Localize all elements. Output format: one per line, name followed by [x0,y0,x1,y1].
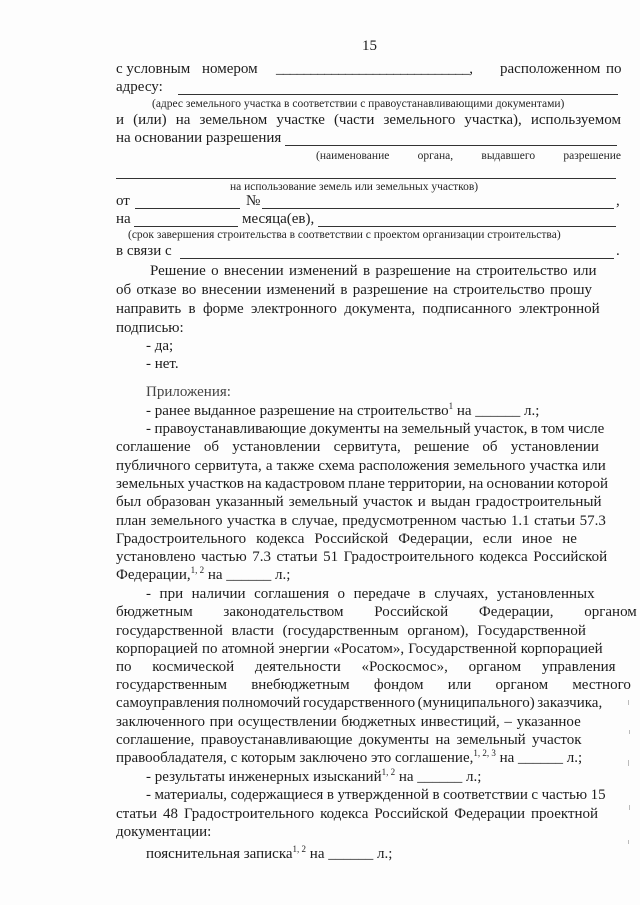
permit-number-field[interactable] [262,208,614,209]
land-line [116,111,621,129]
text: выдавшего [481,150,536,162]
attachment-5-line-1: - материалы, содержащиеся в утвержденной в соответствии с частью 15 [146,787,606,803]
scan-artifact [628,760,629,766]
attachments-heading: Приложения: [146,384,231,400]
text: (наименование [316,150,390,162]
option-no[interactable]: - нет. [146,356,179,372]
address-line [116,60,620,78]
text: расположенном [500,61,601,77]
attachment-2-line-5: был образован указанный земельный участок и выдан градостроительный [116,494,602,510]
reason-field[interactable] [180,258,614,259]
attachment-2-line-2: соглашение об установлении сервитута, решение об установлении [116,439,599,455]
attachment-3-line-2: бюджетным законодательством Российской Федерации, органом [116,604,637,620]
scan-artifact [628,840,629,844]
attachment-2-line-7: Градостроительного кодекса Российской Федерации, если иное не [116,531,577,547]
for-label: на [116,211,131,227]
number-blank: ____________________________, [276,61,473,77]
footnote: 1, 2 [190,565,205,575]
pages-field[interactable]: на ______ л.; [309,846,393,862]
text: правообладателя, с которым заключено это соглашение, [116,750,474,766]
scan-artifact [629,805,630,810]
decision-text-4: подписью: [116,320,184,336]
text: используемом [530,112,621,128]
scan-artifact [628,700,629,705]
permit-basis-field-2[interactable] [116,178,616,179]
text: земельного [383,112,456,128]
from-label: от [116,193,130,209]
attachment-2-line-8: установлено частью 7.3 статьи 51 Градостроительного кодекса Российской [116,549,608,565]
text: - ранее выданное разрешение на строительство [146,403,449,419]
permit-basis-field[interactable] [285,145,617,146]
text: органа, [417,150,454,162]
period-extra-field[interactable] [318,226,616,227]
pages-field[interactable]: на ______ л.; [207,567,291,583]
text: с условным [116,61,191,77]
attachment-2-line-4: земельных участков на кадастровом плане территории, на основании которой [116,476,609,492]
text: (части [333,112,375,128]
address-caption: (адрес земельного участка в соответствии с правоустанавливающими документами) [152,98,565,110]
text: участке [276,112,325,128]
attachment-3-line-9: соглашение, правоустанавливающие документы на земельный участок [116,732,582,748]
attachment-2-line-3: публичного сервитута, а также схема расположения земельного участка или [116,458,606,474]
text: номером [202,61,258,77]
text: - результаты инженерных изысканий [146,769,382,785]
text: пояснительная записка [146,846,293,862]
permit-caption [316,150,621,163]
text: земельном [199,112,268,128]
text: разрешение [563,150,621,162]
attachment-3-line-3: государственной власти (государственным органом), Государственной [116,623,586,639]
date-field[interactable] [135,208,240,209]
attachment-1 [146,402,539,420]
page-number: 15 [362,38,377,54]
reason-label: в связи с [116,243,172,259]
footnote: 1, 2, 3 [473,748,496,758]
decision-text-3: направить в форме электронного документа, подписанного электронной [116,301,600,317]
attachment-2-line-6: план земельного участка в случае, предусмотренном частью 1.1 статьи 57.3 [116,513,606,529]
pages-field[interactable]: на ______ л.; [499,750,583,766]
scan-artifact [629,730,630,734]
decision-text-2: об отказе во внесении изменений в разрешение на строительство прошу [116,282,593,298]
land-use-caption: на использование земель или земельных участков) [230,181,479,193]
period-mark: . [616,243,620,259]
decision-text-1 [150,262,619,280]
address-field[interactable] [178,94,618,95]
attachment-5-line-3: документации: [116,824,212,840]
number-label: № [246,193,261,209]
pages-field[interactable]: на ______ л.; [398,769,482,785]
option-yes[interactable]: - да; [146,338,174,354]
period-caption: (срок завершения строительства в соответствии с проектом организации строительства) [128,229,561,241]
attachment-4 [146,768,481,786]
comma: , [616,193,620,209]
text: (или) [133,112,167,128]
text: Решение о внесении изменений в разрешение на строительство или [150,263,597,279]
footnote: 1, 2 [292,844,307,854]
attachment-2-line-9 [116,566,290,584]
attachment-3-line-10 [116,749,582,767]
months-field[interactable] [134,226,238,227]
pages-field[interactable]: на ______ л.; [456,403,540,419]
text: участка), [464,112,522,128]
attachment-3-line-4: корпорацией по атомной энергии «Росатом», Государственной корпорацией [116,641,603,657]
address-label: адресу: [116,79,163,95]
attachment-5-line-2: статьи 48 Градостроительного кодекса Российской Федерации проектной [116,806,599,822]
attachment-6 [146,845,392,863]
attachment-3-line-1: - при наличии соглашения о передаче в случаях, установленных [146,586,595,602]
attachment-3-line-7: самоуправления полномочий государственного (муниципального) заказчика, [116,695,603,711]
attachment-3-line-5: по космической деятельности «Роскосмос», органом управления [116,659,616,675]
attachment-2-line-1: - правоустанавливающие документы на земельный участок, в том числе [146,421,605,437]
text: по [606,61,622,77]
text: и [116,112,125,128]
months-label: месяца(ев), [242,211,315,227]
attachment-3-line-8: заключенного при осуществлении бюджетных инвестиций, – указанное [116,714,581,730]
attachment-3-line-6: государственным внебюджетным фондом или органом местного [116,677,631,693]
footnote: 1, 2 [381,767,396,777]
permit-basis-label: на основании разрешения [116,130,282,146]
text: на [175,112,191,128]
footnote: 1 [448,401,454,411]
text: Федерации, [116,567,191,583]
